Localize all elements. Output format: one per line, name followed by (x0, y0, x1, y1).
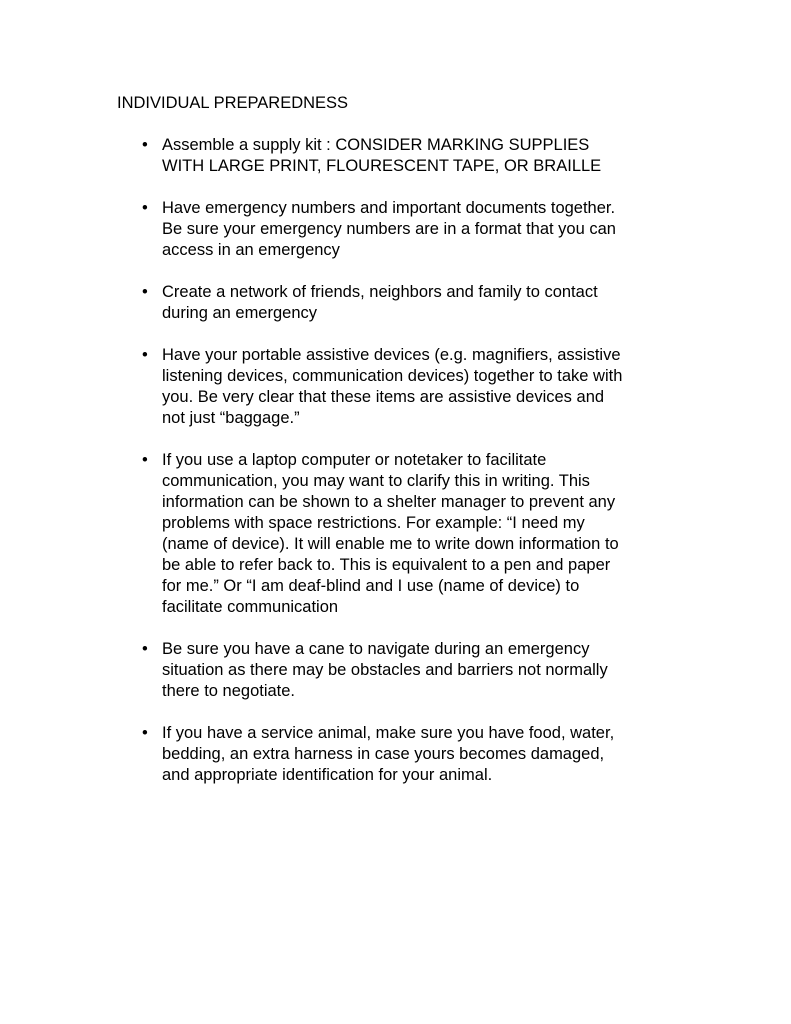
list-item-text (162, 639, 697, 702)
text-line: Be sure you have a cane to navigate during an emergency (162, 640, 590, 658)
bullet-icon: • (142, 346, 148, 364)
text-line: (name of device). It will enable me to write down information to (162, 535, 619, 553)
list-item (117, 345, 697, 429)
list-item (117, 723, 697, 786)
text-line: If you have a service animal, make sure you have food, water, (162, 724, 615, 742)
text-line: communication, you may want to clarify this in writing. This (162, 472, 590, 490)
list-item-text (162, 723, 697, 786)
text-line: access in an emergency (162, 241, 340, 259)
text-line: Have your portable assistive devices (e.g. magnifiers, assistive (162, 346, 621, 364)
list-item-text (162, 135, 697, 177)
text-line: listening devices, communication devices) together to take with (162, 367, 623, 385)
list-item-text (162, 198, 697, 261)
text-line: Assemble a supply kit : CONSIDER MARKING SUPPLIES (162, 136, 590, 154)
list-item (117, 450, 697, 618)
list-item-text (162, 345, 697, 429)
text-line: during an emergency (162, 304, 318, 322)
text-line: facilitate communication (162, 598, 339, 616)
text-line: If you use a laptop computer or notetaker to facilitate (162, 451, 547, 469)
list-item (117, 639, 697, 702)
text-line: and appropriate identification for your animal. (162, 766, 493, 784)
text-line: problems with space restrictions. For example: “I need my (162, 514, 585, 532)
text-line: be able to refer back to. This is equivalent to a pen and paper (162, 556, 611, 574)
text-line: information can be shown to a shelter manager to prevent any (162, 493, 616, 511)
preparedness-list (117, 135, 697, 807)
text-line: Create a network of friends, neighbors and family to contact (162, 283, 598, 301)
bullet-icon: • (142, 451, 148, 469)
list-item (117, 282, 697, 324)
list-item-text (162, 450, 697, 618)
bullet-icon: • (142, 640, 148, 658)
bullet-icon: • (142, 283, 148, 301)
text-line: Be sure your emergency numbers are in a format that you can (162, 220, 616, 238)
text-line: bedding, an extra harness in case yours becomes damaged, (162, 745, 605, 763)
list-item (117, 198, 697, 261)
list-item-text (162, 282, 697, 324)
bullet-icon: • (142, 724, 148, 742)
text-line: WITH LARGE PRINT, FLOURESCENT TAPE, OR BRAILLE (162, 157, 602, 175)
document-title: INDIVIDUAL PREPAREDNESS (117, 94, 349, 112)
text-line: not just “baggage.” (162, 409, 300, 427)
bullet-icon: • (142, 136, 148, 154)
text-line: for me.” Or “I am deaf-blind and I use (name of device) to (162, 577, 580, 595)
text-line: situation as there may be obstacles and barriers not normally (162, 661, 608, 679)
text-line: there to negotiate. (162, 682, 296, 700)
text-line: you. Be very clear that these items are assistive devices and (162, 388, 605, 406)
bullet-icon: • (142, 199, 148, 217)
text-line: Have emergency numbers and important documents together. (162, 199, 616, 217)
list-item (117, 135, 697, 177)
